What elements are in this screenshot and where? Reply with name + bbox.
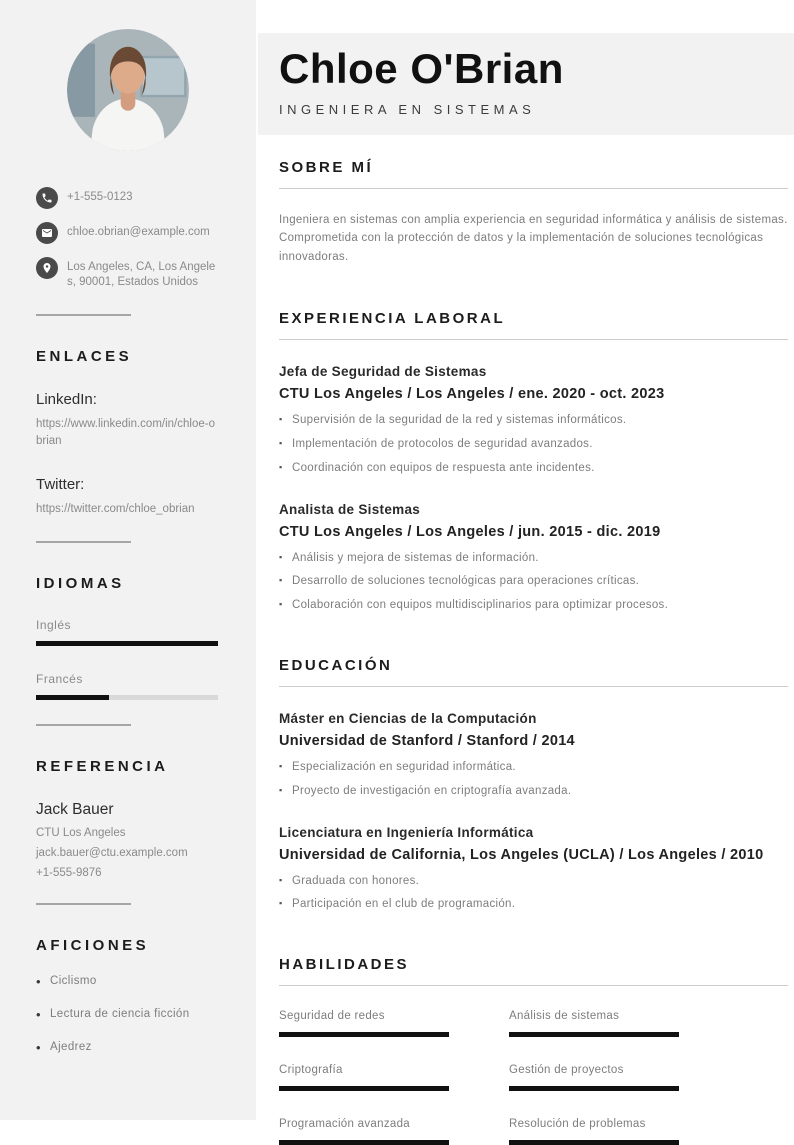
skill-level-bar (509, 1140, 679, 1145)
job-meta: CTU Los Angeles / Los Angeles / jun. 2015 - dic. 2019 (279, 523, 661, 540)
twitter-label: Twitter: (36, 475, 85, 493)
sidebar (0, 0, 256, 1120)
skill-item (509, 1118, 679, 1145)
skill-level-track (279, 1140, 449, 1145)
degree-title: Máster en Ciencias de la Computación (279, 710, 537, 726)
skill-level-track (509, 1086, 679, 1091)
twitter-url[interactable]: https://twitter.com/chloe_obrian (36, 502, 195, 515)
sidebar-divider (36, 541, 131, 543)
person-job-title: INGENIERA EN SISTEMAS (279, 102, 536, 117)
contact-block (36, 187, 220, 290)
language-level-bar (36, 695, 109, 700)
language-level-bar (36, 641, 218, 646)
job-bullet: ▪ Colaboración con equipos multidisciplinarios para optimizar procesos. (279, 599, 788, 613)
section-skills (279, 956, 788, 1145)
skill-item (509, 1010, 679, 1037)
languages-heading: IDIOMAS (36, 575, 125, 593)
language-level-track (36, 641, 218, 646)
job-bullets (279, 414, 788, 475)
email-value: chloe.obrian@example.com (67, 226, 210, 238)
language-name: Francés (36, 672, 83, 687)
skill-level-track (509, 1032, 679, 1037)
skill-level-track (509, 1140, 679, 1145)
skills-heading: HABILIDADES (279, 956, 788, 986)
email-icon (36, 222, 58, 244)
job-bullet: ▪ Análisis y mejora de sistemas de información. (279, 552, 788, 566)
hobbies-list (36, 975, 220, 1053)
job-bullet: ▪ Coordinación con equipos de respuesta ante incidentes. (279, 462, 788, 476)
skill-name: Criptografía (279, 1064, 343, 1077)
section-about (279, 159, 788, 266)
contact-address (36, 257, 220, 290)
about-text: Ingeniera en sistemas con amplia experiencia en seguridad informática y análisis de sistemas. Comprometida con la protección de datos y la implementación de soluciones tecnológicas innovadoras. (279, 214, 788, 263)
degree-bullets (279, 875, 788, 913)
profile-photo (67, 29, 189, 151)
language-item-english (36, 618, 220, 646)
degree-bullet: ▪ Especialización en seguridad informática. (279, 761, 788, 775)
skill-name: Gestión de proyectos (509, 1064, 624, 1077)
contact-phone (36, 187, 220, 209)
sidebar-divider (36, 903, 131, 905)
skill-level-bar (279, 1140, 449, 1145)
linkedin-url[interactable]: https://www.linkedin.com/in/chloe-obrian (36, 418, 215, 448)
skill-item (509, 1064, 679, 1091)
skill-level-bar (279, 1086, 449, 1091)
education-entry (279, 711, 788, 799)
skill-level-bar (279, 1032, 449, 1037)
job-bullet: ▪ Desarrollo de soluciones tecnológicas para operaciones críticas. (279, 575, 788, 589)
reference-phone: +1-555-9876 (36, 867, 102, 880)
skill-name: Seguridad de redes (279, 1010, 385, 1023)
section-experience (279, 310, 788, 613)
location-icon (36, 257, 58, 279)
about-heading: SOBRE MÍ (279, 159, 788, 189)
address-value: Los Angeles, CA, Los Angeles, 90001, Estados Unidos (67, 261, 216, 289)
job-title: Jefa de Seguridad de Sistemas (279, 364, 487, 380)
degree-meta: Universidad de Stanford / Stanford / 2014 (279, 732, 575, 749)
job-meta: CTU Los Angeles / Los Angeles / ene. 2020 - oct. 2023 (279, 386, 665, 403)
hobby-item: • Lectura de ciencia ficción (36, 1008, 220, 1020)
reference-email: jack.bauer@ctu.example.com (36, 847, 188, 860)
header-band (258, 33, 794, 135)
phone-icon (36, 187, 58, 209)
hobby-item: • Ajedrez (36, 1041, 220, 1053)
degree-bullet: ▪ Participación en el club de programación. (279, 898, 788, 912)
language-name: Inglés (36, 618, 72, 633)
skill-item (279, 1010, 449, 1037)
experience-entry (279, 502, 788, 613)
skill-name: Análisis de sistemas (509, 1010, 620, 1023)
job-title: Analista de Sistemas (279, 501, 421, 517)
experience-heading: EXPERIENCIA LABORAL (279, 310, 788, 340)
reference-company: CTU Los Angeles (36, 827, 126, 840)
person-name: Chloe O'Brian (279, 45, 564, 92)
hobby-item: • Ciclismo (36, 975, 220, 987)
sidebar-divider (36, 314, 131, 316)
skill-item (279, 1064, 449, 1091)
skill-level-track (279, 1086, 449, 1091)
link-item-twitter (36, 476, 220, 518)
job-bullets (279, 552, 788, 613)
skill-item (279, 1118, 449, 1145)
hobbies-heading: AFICIONES (36, 937, 150, 955)
skill-level-track (279, 1032, 449, 1037)
degree-meta: Universidad de California, Los Angeles (UCLA) / Los Angeles / 2010 (279, 846, 764, 863)
degree-bullet: ▪ Proyecto de investigación en criptografía avanzada. (279, 785, 788, 799)
skill-name: Resolución de problemas (509, 1118, 646, 1131)
main-column (258, 0, 794, 1131)
profile-photo-illustration (67, 29, 189, 151)
contact-email (36, 222, 220, 244)
reference-name: Jack Bauer (36, 801, 114, 819)
job-bullet: ▪ Supervisión de la seguridad de la red y sistemas informáticos. (279, 414, 788, 428)
degree-bullet: ▪ Graduada con honores. (279, 875, 788, 889)
skills-grid (279, 1010, 788, 1145)
experience-entry (279, 364, 788, 475)
section-education (279, 657, 788, 912)
sidebar-divider (36, 724, 131, 726)
link-item-linkedin (36, 391, 220, 449)
phone-value: +1-555-0123 (67, 191, 133, 203)
degree-title: Licenciatura en Ingeniería Informática (279, 824, 534, 840)
degree-bullets (279, 761, 788, 799)
education-entry (279, 825, 788, 913)
reference-heading: REFERENCIA (36, 758, 169, 776)
language-item-french (36, 672, 220, 700)
education-heading: EDUCACIÓN (279, 657, 788, 687)
language-level-track (36, 695, 218, 700)
skill-level-bar (509, 1086, 679, 1091)
job-bullet: ▪ Implementación de protocolos de seguridad avanzados. (279, 438, 788, 452)
skill-level-bar (509, 1032, 679, 1037)
links-heading: ENLACES (36, 348, 133, 366)
linkedin-label: LinkedIn: (36, 391, 97, 409)
main-content (258, 159, 794, 1145)
skill-name: Programación avanzada (279, 1118, 410, 1131)
